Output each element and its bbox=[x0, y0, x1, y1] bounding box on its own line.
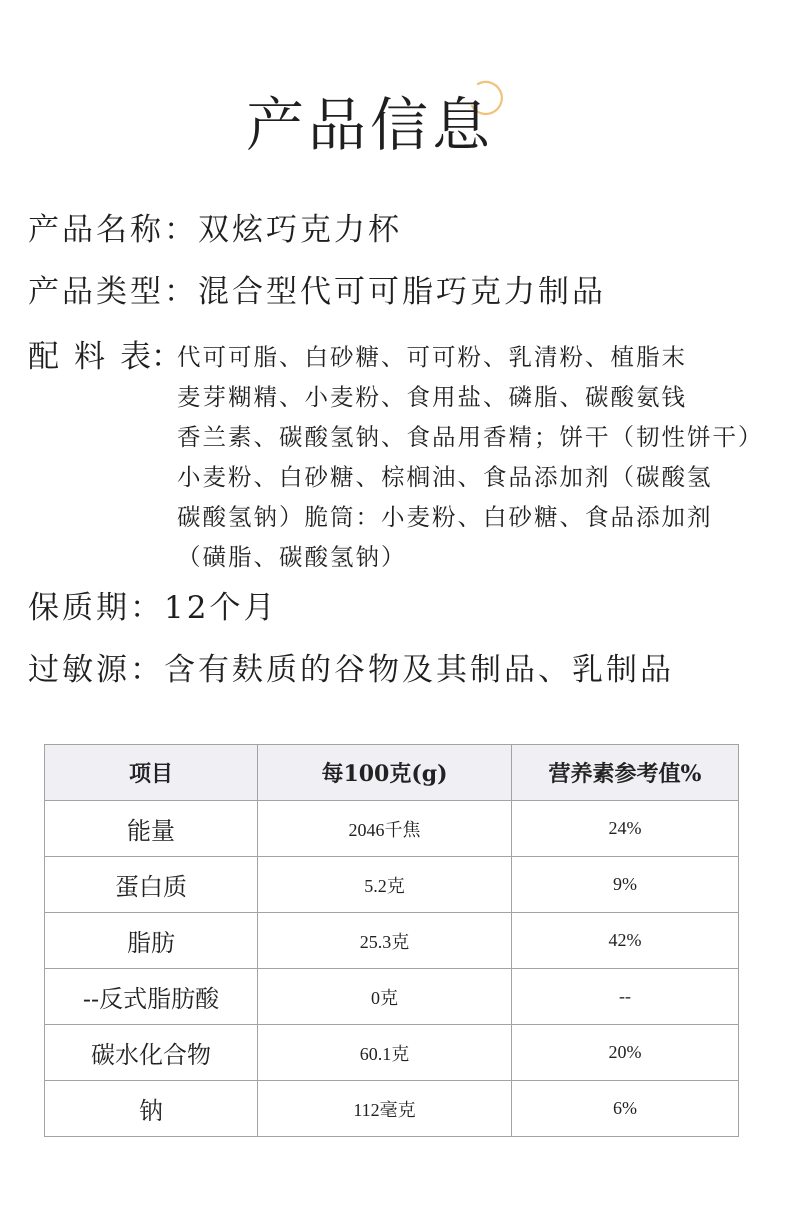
title-area bbox=[0, 80, 790, 170]
row-item: 钠 bbox=[45, 1081, 258, 1137]
ingredients-line: 代可可脂、白砂糖、可可粉、乳清粉、植脂末 bbox=[177, 343, 687, 371]
row-amount: 2046千焦 bbox=[258, 801, 512, 857]
header-nrv: 营养素参考值% bbox=[512, 745, 739, 801]
row-nrv: 42% bbox=[512, 913, 739, 969]
ingredients-line: 麦芽糊精、小麦粉、食用盐、磷脂、碳酸氨钱 bbox=[177, 383, 687, 411]
table-row bbox=[45, 857, 739, 913]
ingredients-label-char: 料 bbox=[74, 339, 105, 375]
row-amount: 5.2克 bbox=[258, 857, 512, 913]
header-per-100g: 每100克(g) bbox=[258, 745, 512, 801]
table-row bbox=[45, 1081, 739, 1137]
page-title: 产品信息 bbox=[246, 91, 495, 159]
table-row bbox=[45, 913, 739, 969]
table-row bbox=[45, 801, 739, 857]
row-item: 碳水化合物 bbox=[45, 1025, 258, 1081]
table-row bbox=[45, 1025, 739, 1081]
row-item: 蛋白质 bbox=[45, 857, 258, 913]
allergen-line: 过敏源：含有麸质的谷物及其制品、乳制品 bbox=[28, 652, 674, 688]
table-header-row bbox=[45, 745, 739, 801]
row-item: --反式脂肪酸 bbox=[45, 969, 258, 1025]
ingredients-label-char: 配 bbox=[28, 339, 59, 375]
row-amount: 0克 bbox=[258, 969, 512, 1025]
ingredients-label-char: 表： bbox=[120, 339, 182, 375]
ingredients-label bbox=[28, 337, 182, 377]
shelf-life-line: 保质期：12个月 bbox=[28, 590, 278, 626]
row-amount: 25.3克 bbox=[258, 913, 512, 969]
ingredients-line: （磺脂、碳酸氢钠） bbox=[177, 543, 407, 571]
product-name-line: 产品名称：双炫巧克力杯 bbox=[28, 212, 402, 248]
row-nrv: 24% bbox=[512, 801, 739, 857]
ingredients-line: 香兰素、碳酸氢钠、食品用香精；饼干（韧性饼干） bbox=[177, 423, 764, 451]
row-amount: 112毫克 bbox=[258, 1081, 512, 1137]
table-row bbox=[45, 969, 739, 1025]
row-nrv: 9% bbox=[512, 857, 739, 913]
nutrition-table bbox=[44, 744, 739, 1137]
row-amount: 60.1克 bbox=[258, 1025, 512, 1081]
row-nrv: 6% bbox=[512, 1081, 739, 1137]
row-nrv: 20% bbox=[512, 1025, 739, 1081]
ingredients-line: 碳酸氢钠）脆筒：小麦粉、白砂糖、食品添加剂 bbox=[177, 503, 713, 531]
header-item: 项目 bbox=[45, 745, 258, 801]
ingredients-line: 小麦粉、白砂糖、棕榈油、食品添加剂（碳酸氢 bbox=[177, 463, 713, 491]
row-nrv: -- bbox=[512, 969, 739, 1025]
row-item: 能量 bbox=[45, 801, 258, 857]
product-type-line: 产品类型：混合型代可可脂巧克力制品 bbox=[28, 274, 606, 310]
row-item: 脂肪 bbox=[45, 913, 258, 969]
